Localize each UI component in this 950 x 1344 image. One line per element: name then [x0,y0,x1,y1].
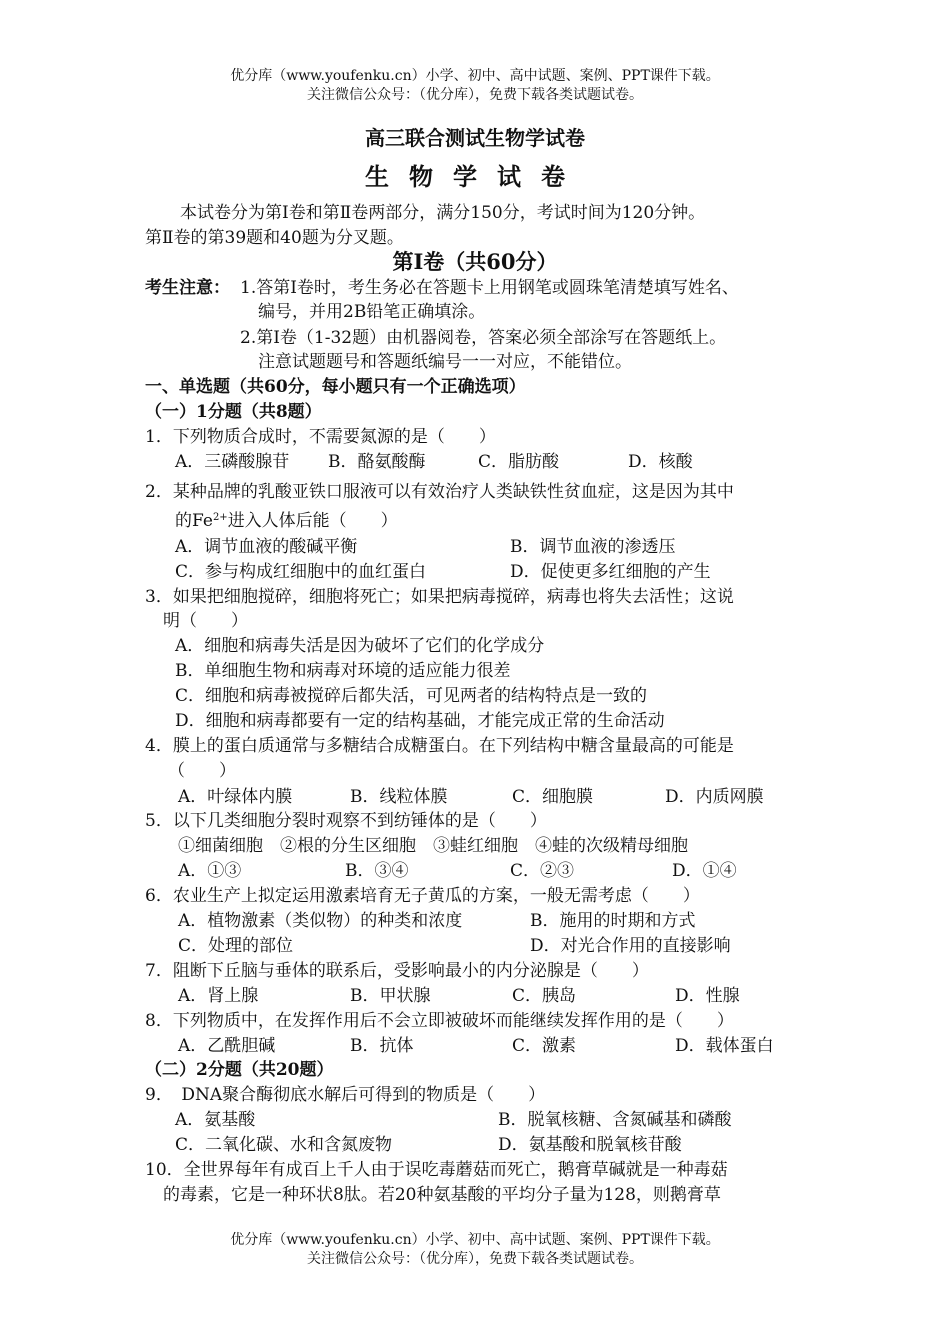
q10-stem-1: 10．全世界每年有成百上千人由于误吃毒蘑菇而死亡，鹅膏草碱就是一种毒菇 [145,1160,728,1180]
header-line-2: 关注微信公众号：（优分库），免费下载各类试题试卷。 [307,87,643,103]
q7-option-d: D．性腺 [675,986,740,1006]
doc-title: 高三联合测试生物学试卷 [365,126,585,150]
q7-option-b: B．甲状腺 [350,986,431,1006]
header-line-1: 优分库（www.youfenku.cn）小学、初中、高中试题、案例、PPT课件下载。 [230,68,720,84]
notice-1a: 1.答第Ⅰ卷时，考生务必在答题卡上用钢笔或圆珠笔清楚填写姓名、 [240,278,739,298]
q8-option-c: C．激素 [512,1036,577,1056]
q5-stem: 5．以下几类细胞分裂时观察不到纺锤体的是（ ） [145,811,547,831]
q6-option-c: C．处理的部位 [178,936,294,956]
q9-option-d: D．氨基酸和脱氧核苷酸 [498,1135,682,1155]
notice-2b: 注意试题题号和答题纸编号一一对应，不能错位。 [258,352,632,372]
q5-option-a: A．①③ [178,861,242,881]
q5-items: ①细菌细胞 ②根的分生区细胞 ③蛙红细胞 ④蛙的次级精母细胞 [178,836,688,856]
q3-option-b: B．单细胞生物和病毒对环境的适应能力很差 [175,661,511,681]
q2-option-d: D．促使更多红细胞的产生 [510,562,711,582]
q6-option-a: A．植物激素（类似物）的种类和浓度 [178,911,463,931]
q6-option-b: B．施用的时期和方式 [530,911,696,931]
q3-option-c: C．细胞和病毒被搅碎后都失活，可见两者的结构特点是一致的 [175,686,648,706]
q3-option-a: A．细胞和病毒失活是因为破坏了它们的化学成分 [175,636,545,656]
q3-stem-1: 3．如果把细胞搅碎，细胞将死亡；如果把病毒搅碎，病毒也将失去活性；这说 [145,587,734,607]
q1-option-c: C．脂肪酸 [478,452,560,472]
q8-option-d: D．载体蛋白 [675,1036,774,1056]
q2-stem-1: 2．某种品牌的乳酸亚铁口服液可以有效治疗人类缺铁性贫血症，这是因为其中 [145,482,734,502]
intro-line-1: 本试卷分为第Ⅰ卷和第Ⅱ卷两部分，满分150分，考试时间为120分钟。 [180,203,706,223]
q7-option-a: A．肾上腺 [178,986,259,1006]
q5-option-c: C．②③ [510,861,575,881]
q8-option-a: A．乙酰胆碱 [178,1036,276,1056]
q8-stem: 8．下列物质中，在发挥作用后不会立即被破坏而能继续发挥作用的是（ ） [145,1011,734,1031]
q3-stem-2: 明（ ） [163,611,248,631]
q9-stem: 9． DNA聚合酶彻底水解后可得到的物质是（ ） [145,1085,546,1105]
q4-option-c: C．细胞膜 [512,787,594,807]
notice-1b: 编号，并用2B铅笔正确填涂。 [258,302,486,322]
q2-stem-2: 的$Fe^{2+}$进入人体后能（ ） [175,511,398,531]
q1-option-a: A．三磷酸腺苷 [175,452,290,472]
q2-option-b: B．调节血液的渗透压 [510,537,676,557]
q7-option-c: C．胰岛 [512,986,577,1006]
q4-option-d: D．内质网膜 [665,787,764,807]
subsection-1-heading: （一）1分题（共8题） [145,402,322,422]
notice-2a: 2.第Ⅰ卷（1-32题）由机器阅卷，答案必须全部涂写在答题纸上。 [240,328,727,348]
footer-line-2: 关注微信公众号：（优分库），免费下载各类试题试卷。 [307,1251,643,1267]
doc-subtitle: 生物学试卷 [365,162,585,191]
q6-option-d: D．对光合作用的直接影响 [530,936,731,956]
q6-stem: 6．农业生产上拟定运用激素培育无子黄瓜的方案，一般无需考虑（ ） [145,886,700,906]
q8-option-b: B．抗体 [350,1036,414,1056]
q5-option-d: D．①④ [672,861,737,881]
subsection-2-heading: （二）2分题（共20题） [145,1060,334,1080]
q1-stem: 1．下列物质合成时，不需要氮源的是（ ） [145,427,496,447]
q4-stem-1: 4．膜上的蛋白质通常与多糖结合成糖蛋白。在下列结构中糖含量最高的可能是 [145,736,734,756]
q3-option-d: D．细胞和病毒都要有一定的结构基础，才能完成正常的生命活动 [175,711,665,731]
q9-option-c: C．二氧化碳、水和含氮废物 [175,1135,393,1155]
q1-option-b: B．酪氨酸酶 [328,452,426,472]
q9-option-b: B．脱氧核糖、含氮碱基和磷酸 [498,1110,732,1130]
q7-stem: 7．阻断下丘脑与垂体的联系后，受影响最小的内分泌腺是（ ） [145,961,649,981]
intro-line-2: 第Ⅱ卷的第39题和40题为分叉题。 [145,228,404,248]
q4-stem-2: （ ） [168,761,236,781]
footer-line-1: 优分库（www.youfenku.cn）小学、初中、高中试题、案例、PPT课件下载。 [230,1232,720,1248]
q10-stem-2: 的毒素，它是一种环状8肽。若20种氨基酸的平均分子量为128，则鹅膏草 [163,1185,721,1205]
part-1-heading: 第Ⅰ卷（共60分） [392,249,558,274]
q4-option-a: A．叶绿体内膜 [178,787,293,807]
q2-option-a: A．调节血液的酸碱平衡 [175,537,358,557]
q2-option-c: C．参与构成红细胞中的血红蛋白 [175,562,427,582]
q9-option-a: A．氨基酸 [175,1110,256,1130]
q5-option-b: B．③④ [345,861,409,881]
section-1-heading: 一、单选题（共60分，每小题只有一个正确选项） [145,377,526,397]
q1-option-d: D．核酸 [628,452,693,472]
q4-option-b: B．线粒体膜 [350,787,448,807]
notice-label: 考生注意： [145,278,230,298]
